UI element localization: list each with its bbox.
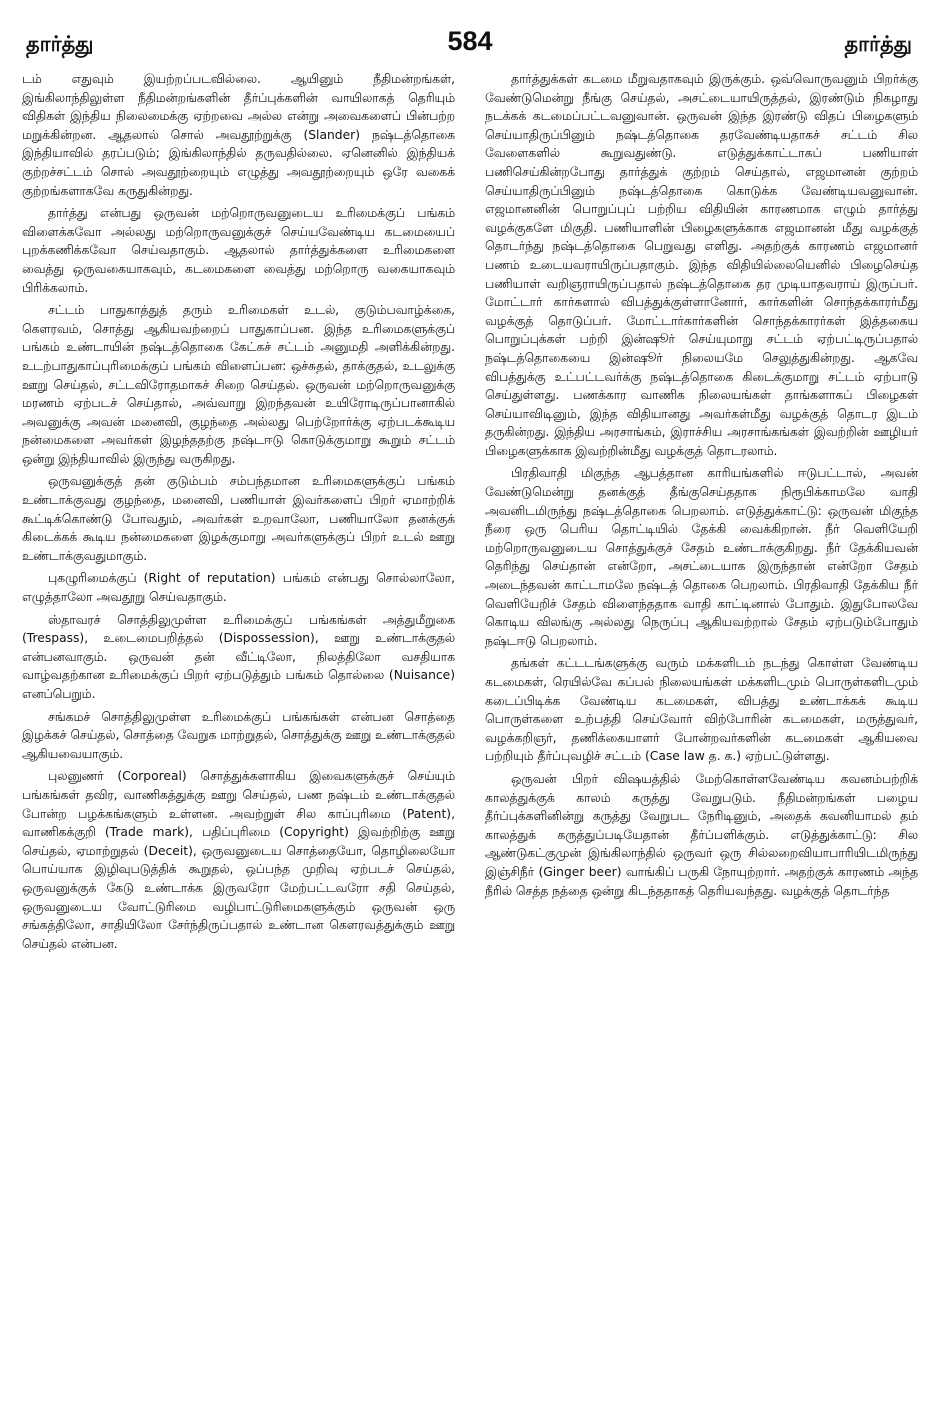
paragraph: ஒருவனுக்குத் தன் குடும்பம் சம்பந்தமான உரிமைகளுக்குப் பங்கம் உண்டாக்குவது குழந்தை, மனைவி, பணியாள் இவர்களைப் பிறர் ஏமாற்றிக் கூட்டிக்கொண்டு போவதும், அவர்கள் உறவாலோ, பணியாலோ தனக்குக் கிடைக்கக் கூடிய நன்மைகளை இழக்குமாறு அவர்களுக்குப் பிறர் உடல் ஊறு உண்டாக்குவதுமாகும்.: [22, 474, 455, 563]
paragraph: தார்த்துக்கள் கடமை மீறுவதாகவும் இருக்கும். ஒவ்வொருவனும் பிறர்க்கு வேண்டுமென்று நீங்கு செய்தல், அசட்டையாயிருத்தல், இரண்டும் நிகழாது நடக்கக் கடமைப்பட்டவனுவான். ஒருவன் இந்த இரண்டு விதப் பிழைகளும் செய்யாதிருப்பினும் நஷ்டத்தொகை தரவேண்டியதாகச் சட்டம் சில வேளைகளில் கூறுவதுண்டு. எடுத்துக்காட்டாகப் பணியாள் பணிசெய்கின்றபோது தார்த்துக் குற்றம் செய்தால், எஜமானன் குற்றம் செய்யாதிருப்பினும் நஷ்டத்தொகை கொடுக்க வேண்டியவனுவான். எஜமானனின் பொறுப்புப் பற்றிய விதியின் காரணமாக எழும் தார்த்து வழக்குகளே மிகுதி. பணியாளின் பிழைகளுக்காக எஜமானன் மீது வழக்குத் தொடர்ந்து நஷ்டத்தொகை பெறுவது எளிது. அதற்குக் காரணம் எஜமானர் பணம் உடையவராயிருப்பதாகும். இந்த விதியில்லையெனில் பிழைசெய்த பணியாள் வறிஞராயிருப்பதால் நஷ்டத்தொகை தர முடியாதவராய் இருப்பர். மோட்டார் கார்களால் விபத்துக்குள்ளானோர், கார்களின் சொந்தக்காரர்மீது வழக்குத் தொடுப்பர். மோட்டார்கார்களின் சொந்தக்காரர்கள் இத்தகைய பொறுப்புக்கள் பற்றி இன்ஷூர் செய்யுமாறு சட்டம் ஏற்பட்டிருப்பதால் நஷ்டத்தொகையை இன்ஷூர் நிலையமே செலுத்துகின்றது. ஆகவே விபத்துக்கு உட்பட்டவர்க்கு நஷ்டத்தொகை கிடைக்குமாறு சட்டம் ஏற்பாடு செய்துள்ளது. பணக்கார வாணிக நிலையங்கள் தாங்களாகப் பிழைகள் செய்யாவிடினும், இந்த விதியானது அவர்கள்மீது வழக்குத் தொடர இடம் தருகின்றது. இந்திய அரசாங்கம், இராச்சிய அரசாங்கங்கள் இவற்றின் ஊழியர் பிழைகளுக்காக இவற்றின்மீது வழக்குத் தொடரலாம்.: [485, 72, 918, 458]
paragraph: சட்டம் பாதுகாத்துத் தரும் உரிமைகள் உடல், குடும்பவாழ்க்கை, கௌரவம், சொத்து ஆகியவற்றைப் பாதுகாப்பன. இந்த உரிமைகளுக்குப் பங்கம் உண்டாயின் நஷ்டத்தொகை கேட்கச் சட்டம் அனுமதி அளிக்கின்றது. உடற்பாதுகாப்புரிமைக்குப் பங்கம் விளைப்பன: ஒச்சுதல், தாக்குதல், உடலுக்கு ஊறு செய்தல், சட்டவிரோதமாகச் சிறை செய்தல். ஒருவன் மற்றொருவனுக்கு மரணம் ஏற்படச் செய்தால், அவ்வாறு இறந்தவன் உயிரோடிருப்பானாகில் அவனுக்கு அவன் மனைவி, குழந்தை அல்லது பெற்றோர்க்கு ஏற்படக்கூடிய நன்மைகளை அவர்கள் இழந்ததற்கு நஷ்டஈடு கொடுக்குமாறு கூறும் சட்டம் ஒன்று இந்தியாவில் இருந்து வருகிறது.: [22, 303, 455, 466]
paragraph: ஸ்தாவரச் சொத்திலுமுள்ள உரிமைக்குப் பங்கங்கள் அத்துமீறுகை (Trespass), உடைமைபறித்தல் (Dispossession), ஊறு உண்டாக்குதல் என்பனவாகும். ஒருவன் தன் வீட்டிலோ, நிலத்திலோ வசதியாக வாழ்வதற்கான உரிமைக்குப் பிறர் ஏற்படுத்தும் பங்கம் தொல்லை (Nuisance) எனப்பெறும்.: [22, 612, 455, 701]
paragraph: புலனுணர் (Corporeal) சொத்துக்களாகிய இவைகளுக்குச் செய்யும் பங்கங்கள் தவிர, வாணிகத்துக்கு ஊறு செய்தல், பண நஷ்டம் உண்டாக்குதல் போன்ற பழக்கங்களும் உள்ளன. அவற்றுள் சில காப்புரிமை (Patent), வாணிகக்குறி (Trade mark), பதிப்புரிமை (Copyright) இவற்றிற்கு ஊறு செய்தல், ஏமாற்றுதல் (Deceit), ஒருவனுடைய சொத்தையோ, தொழிலையோ பொய்யாக இழிவுபடுத்திக் கூறுதல், ஒப்பந்த முறிவு ஏற்படச் செய்தல், ஒருவனுக்குக் கேடு உண்டாக்க இருவரோ மேற்பட்டவரோ சதி செய்தல், ஒருவனுடைய வோட்டுரிமை வழிபாட்டுரிமைகளுக்கும் ஒருவன் ஒரு சங்கத்திலோ, சாதியிலோ சேர்ந்திருப்பதால் உண்டான கௌரவத்துக்கும் ஊறு செய்தல் என்பன.: [22, 769, 455, 951]
running-head-right: தார்த்து: [844, 32, 912, 56]
paragraph: புகழுரிமைக்குப் (Right of reputation) பங்கம் என்பது சொல்லாலோ, எழுத்தாலோ அவதூறு செய்வதாகும்.: [22, 571, 455, 605]
paragraph: ஒருவன் பிறர் விஷயத்தில் மேற்கொள்ளவேண்டிய கவனம்பற்றிக் காலத்துக்குக் காலம் கருத்து வேறுபடும். நீதிமன்றங்கள் பழைய தீர்ப்புக்களினின்று கருத்து வேறுபட நேரிடினும், அதைக் கவனியாமல் தம் காலத்துக் கருத்துப்படியேதான் தீர்ப்பளிக்கும். எடுத்துக்காட்டு: சில ஆண்டுகட்குமுன் இங்கிலாந்தில் ஒருவர் ஒரு சில்லறைவியாபாரியிடமிருந்து இஞ்சிநீர் (Ginger beer) வாங்கிப் பருகி நோயுற்றார். அதற்குக் காரணம் அந்த நீரில் செத்த நத்தை ஒன்று கிடந்ததாகத் தெரியவந்தது. வழக்குத் தொடர்ந்த: [485, 771, 918, 898]
paragraph: தங்கள் கட்டடங்களுக்கு வரும் மக்களிடம் நடந்து கொள்ள வேண்டிய கடமைகள், ரெயில்வே கப்பல் நிலையங்கள் மக்களிடமும் பொருள்களிடமும் கடைப்பிடிக்க வேண்டிய கடமைகள், விபத்து உண்டாக்கக் கூடிய பொருள்களை உற்பத்தி செய்வோர் விற்போரின் கடமைகள், மருத்துவர், வழக்கறிஞர், தணிக்கையாளர் போன்றவர்களின் கடமைகள் ஆகியவை பற்றியும் தீர்ப்புவழிச் சட்டம் (Case law த. க.) ஏற்பட்டுள்ளது.: [485, 656, 918, 764]
running-head-left: தார்த்து: [26, 32, 94, 56]
paragraph: பிரதிவாதி மிகுந்த ஆபத்தான காரியங்களில் ஈடுபட்டால், அவன் வேண்டுமென்று தனக்குத் தீங்குசெய்ததாக நிரூபிக்காமலே வாதி அவனிடமிருந்து நஷ்டத்தொகை பெறலாம். எடுத்துக்காட்டு: ஒருவன் மிகுந்த நீரை ஒரு பெரிய தொட்டியில் தேக்கி வைக்கிறான். நீர் வெளியேறி மற்றொருவனுடைய சொத்துக்குச் சேதம் உண்டாக்குகிறது. நீர் தேக்கியவன் தெரிந்து செய்தான் என்றோ, அசட்டையாக இருந்தான் என்றோ சேதம் அடைந்தவன் காட்டாமலே நஷ்டத் தொகை பெறலாம். பிரதிவாதி தேக்கிய நீர் வெளியேறிச் சேதம் விளைந்ததாக வாதி காட்டினால் போதும். இதுபோலவே கொடிய விலங்கு அல்லது நெருப்பு ஆகியவற்றால் சேதம் ஏற்படும்போதும் நஷ்டஈடு பெறலாம்.: [485, 466, 918, 648]
left-column: [22, 70, 455, 1400]
text-columns: [22, 70, 918, 1400]
paragraph: டம் எதுவும் இயற்றப்படவில்லை. ஆயினும் நீதிமன்றங்கள், இங்கிலாந்திலுள்ள நீதிமன்றங்களின் தீர்ப்புக்களின் வாயிலாகத் தெரியும் விதிகள் இந்திய நிலைமைக்கு ஏற்றவை அல்ல என்று அவைகளைப் பின்பற்ற மறுக்கின்றன. ஆதலால் சொல் அவதூற்றுக்கு (Slander) நஷ்டத்தொகை இந்தியாவில் தரப்படும்; இங்கிலாந்தில் தருவதில்லை. ஏனெனில் இந்தியக் குற்றச்சட்டம் சொல் அவதூற்றையும் எழுத்து அவதூற்றையும் ஒரே வகைக் குற்றங்களாகவே கருதுகின்றது.: [22, 72, 455, 198]
paragraph: சங்கமச் சொத்திலுமுள்ள உரிமைக்குப் பங்கங்கள் என்பன சொத்தை இழக்கச் செய்தல், சொத்தை வேறுக மாற்றுதல், சொத்துக்கு ஊறு உண்டாக்குதல் ஆகியவையாகும்.: [22, 709, 455, 761]
page-number: 584: [447, 26, 493, 56]
paragraph: தார்த்து என்பது ஒருவன் மற்றொருவனுடைய உரிமைக்குப் பங்கம் விளைக்கவோ அல்லது மற்றொருவனுக்குச் செய்யவேண்டிய கடமையைப் புறக்கணிக்கவோ செய்வதாகும். ஆதலால் தார்த்துக்களை உரிமைகளை வைத்து ஒருவகையாகவும், கடமைகளை வைத்து மற்றொரு வகையாகவும் பிரிக்கலாம்.: [22, 206, 455, 295]
right-column: [485, 70, 918, 1400]
page-header: [22, 24, 918, 70]
